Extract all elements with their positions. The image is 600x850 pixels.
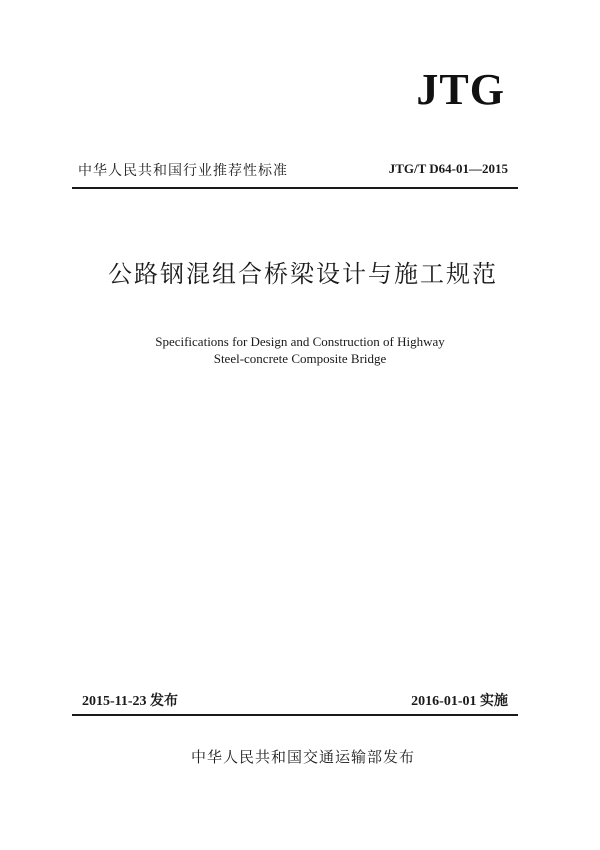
issue-date: 2015-11-23 发布 (82, 694, 179, 709)
effective-date: 2016-01-01 实施 (411, 694, 508, 709)
document-title-chinese: 公路钢混组合桥梁设计与施工规范 (108, 260, 498, 288)
english-title-line-1: Specifications for Design and Construction of Highway (155, 334, 445, 349)
english-title-line-2: Steel-concrete Composite Bridge (213, 351, 387, 366)
standard-type: 中华人民共和国行业推荐性标准 (78, 163, 288, 179)
standard-number: JTG/T D64-01—2015 (388, 161, 508, 176)
document-title-english (0, 333, 600, 367)
jtg-logo: JTG (416, 65, 505, 114)
top-divider (72, 187, 518, 189)
publisher: 中华人民共和国交通运输部发布 (190, 748, 415, 766)
bottom-divider (72, 714, 518, 716)
